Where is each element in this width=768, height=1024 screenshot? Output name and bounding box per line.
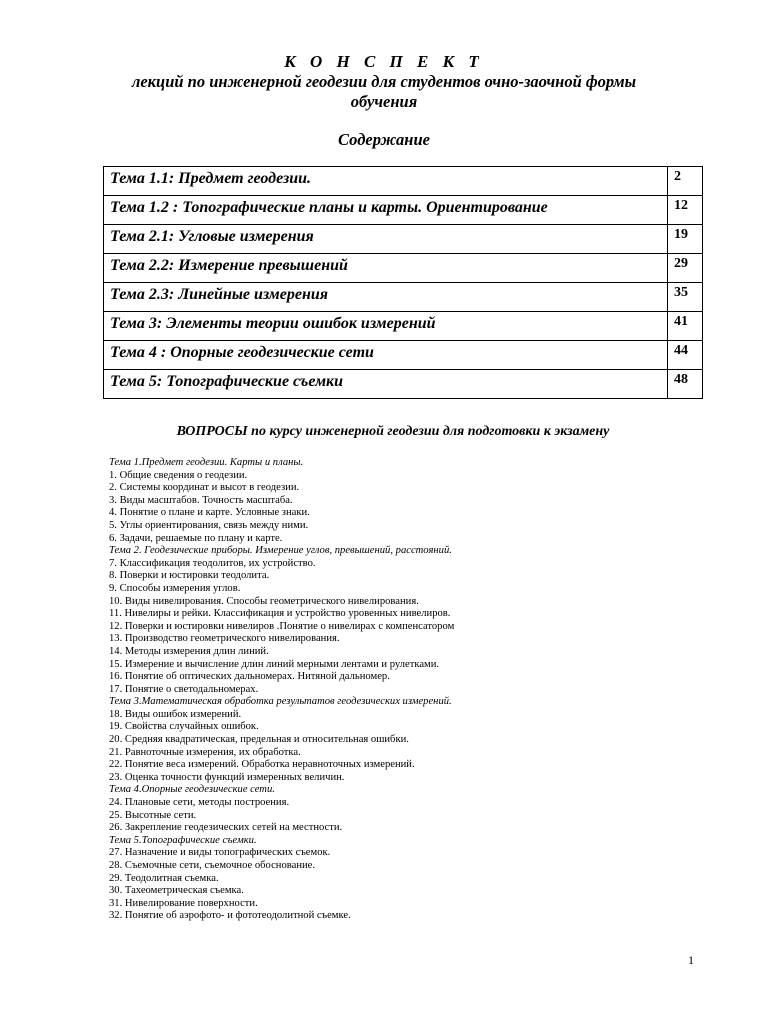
question-item: 1. Общие сведения о геодезии. (109, 469, 248, 481)
toc-topic-label: Тема 4 : Опорные геодезические сети (104, 341, 668, 370)
question-item: 19. Свойства случайных ошибок. (109, 721, 259, 733)
question-item: 3. Виды масштабов. Точность масштаба. (109, 494, 293, 506)
toc-topic-label: Тема 1.1: Предмет геодезии. (104, 167, 668, 196)
toc-page-number: 29 (668, 254, 703, 283)
toc-row (104, 312, 703, 341)
question-item: 14. Методы измерения длин линий. (109, 645, 269, 657)
question-item: 25. Высотные сети. (109, 809, 197, 821)
question-item: 20. Средняя квадратическая, предельная и относительная ошибки. (109, 734, 409, 746)
questions-list (109, 457, 454, 923)
toc-page-number: 19 (668, 225, 703, 254)
question-item: 26. Закрепление геодезических сетей на местности. (109, 822, 343, 834)
question-item: 17. Понятие о светодальномерах. (109, 683, 259, 695)
toc-page-number: 41 (668, 312, 703, 341)
question-item: 32. Понятие об аэрофото- и фототеодолитной съемке. (109, 910, 351, 922)
contents-heading: Содержание (338, 130, 430, 149)
question-item: 8. Поверки и юстировки теодолита. (109, 570, 270, 582)
toc-topic-label: Тема 1.2 : Топографические планы и карты. Ориентирование (104, 196, 668, 225)
question-item: 16. Понятие об оптических дальномерах. Нитяной дальномер. (109, 671, 390, 683)
toc-topic-label: Тема 5: Топографические съемки (104, 370, 668, 399)
toc-page-number: 35 (668, 283, 703, 312)
question-item: 2. Системы координат и высот в геодезии. (109, 482, 300, 494)
toc-row (104, 341, 703, 370)
document-subtitle-line1: лекций по инженерной геодезии для студентов очно-заочной формы (131, 72, 637, 91)
document-title: К О Н С П Е К Т (284, 52, 484, 71)
question-item: 7. Классификация теодолитов, их устройство. (109, 557, 316, 569)
question-item: 5. Углы ориентирования, связь между ними. (109, 519, 309, 531)
questions-heading: ВОПРОСЫ по курсу инженерной геодезии для подготовки к экзамену (176, 424, 610, 439)
question-item: 10. Виды нивелирования. Способы геометрического нивелирования. (109, 595, 419, 607)
question-item: 15. Измерение и вычисление длин линий мерными лентами и рулетками. (109, 658, 440, 670)
question-item: 22. Понятие веса измерений. Обработка неравноточных измерений. (109, 759, 415, 771)
question-item: 11. Нивелиры и рейки. Классификация и устройство уровенных нивелиров. (109, 608, 451, 620)
document-subtitle-line2: обучения (350, 92, 418, 111)
question-item: 30. Тахеометрическая съемка. (109, 885, 244, 897)
toc-topic-label: Тема 2.2: Измерение превышений (104, 254, 668, 283)
question-item: 13. Производство геометрического нивелирования. (109, 633, 340, 645)
toc-page-number: 12 (668, 196, 703, 225)
toc-row (104, 167, 703, 196)
toc-page-number: 2 (668, 167, 703, 196)
question-topic-heading: Тема 1.Предмет геодезии. Карты и планы. (109, 457, 304, 468)
question-topic-heading: Тема 5.Топографические съемки. (109, 834, 257, 846)
question-item: 9. Способы измерения углов. (109, 582, 241, 594)
question-topic-heading: Тема 2. Геодезические приборы. Измерение углов, превышений, расстояний. (109, 545, 452, 557)
question-topic-heading: Тема 3.Математическая обработка результатов геодезических измерений. (109, 696, 452, 708)
question-item: 18. Виды ошибок измерений. (109, 708, 242, 720)
question-item: 29. Теодолитная съемка. (109, 872, 219, 884)
toc-topic-label: Тема 3: Элементы теории ошибок измерений (104, 312, 668, 341)
question-item: 12. Поверки и юстировки нивелиров .Понятие о нивелирах с компенсатором (109, 620, 455, 632)
toc-row (104, 283, 703, 312)
question-item: 28. Съемочные сети, съемочное обоснование. (109, 860, 316, 871)
toc-page-number: 44 (668, 341, 703, 370)
question-topic-heading: Тема 4.Опорные геодезические сети. (109, 784, 275, 796)
toc-row (104, 196, 703, 225)
toc-row (104, 254, 703, 283)
question-item: 31. Нивелирование поверхности. (109, 897, 258, 909)
question-item: 21. Равноточные измерения, их обработка. (109, 746, 301, 758)
toc-page-number: 48 (668, 370, 703, 399)
question-item: 24. Плановые сети, методы построения. (109, 797, 290, 809)
question-item: 27. Назначение и виды топографических съемок. (109, 847, 331, 859)
page-number: 1 (688, 953, 694, 967)
question-item: 23. Оценка точности функций измеренных величин. (109, 771, 345, 783)
toc-row (104, 370, 703, 399)
toc-row (104, 225, 703, 254)
toc-topic-label: Тема 2.3: Линейные измерения (104, 283, 668, 312)
table-of-contents (103, 166, 703, 399)
question-item: 6. Задачи, решаемые по плану и карте. (109, 532, 283, 544)
toc-topic-label: Тема 2.1: Угловые измерения (104, 225, 668, 254)
question-item: 4. Понятие о плане и карте. Условные знаки. (109, 507, 310, 519)
